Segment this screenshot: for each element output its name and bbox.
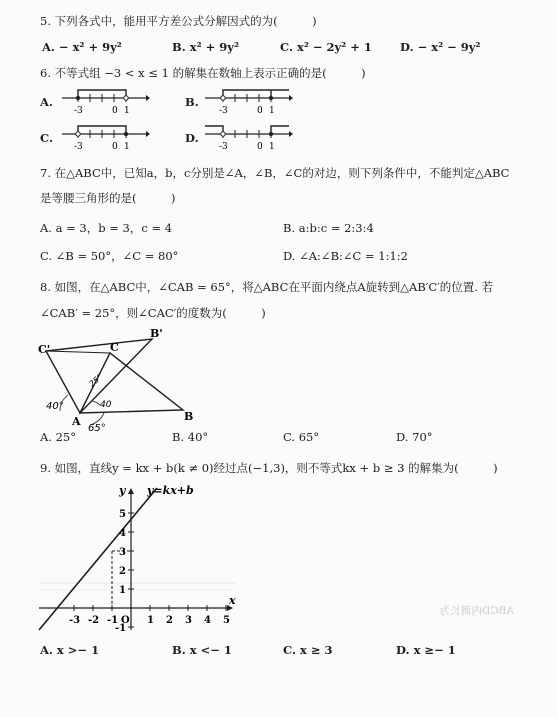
y-tick-4: 4 <box>119 528 126 539</box>
q6-c-tick-neg3: -3 <box>74 142 83 152</box>
q6-option-c-letter: C. <box>40 131 53 145</box>
q6-d-tick-0: 0 <box>257 142 263 152</box>
segment-c-prime-c <box>46 351 110 353</box>
x-tick-neg3: -3 <box>69 615 81 626</box>
x-tick-2: 2 <box>166 615 173 626</box>
q5-option-d: D. − x² − 9y² <box>400 40 481 54</box>
handwriting-65: 65° <box>88 423 106 434</box>
q9-stem: 9. 如图，直线y = kx + b(k ≠ 0)经过点(−1,3)，则不等式kx + b ≥ 3 的解集为( ) <box>40 461 498 475</box>
q7-stem-line1: 7. 在△ABC中，已知a，b，c分别是∠A，∠B，∠C的对边，则下列条件中，不能判定△ABC <box>40 166 510 180</box>
q6-d-tick-neg3: -3 <box>219 142 228 152</box>
q8-option-d: D. 70° <box>396 430 433 444</box>
origin-label: O <box>121 615 130 626</box>
q6-number-line-c <box>60 122 150 154</box>
handwriting-40-left: 40° <box>46 401 64 412</box>
line-label: y=kx+b <box>147 484 194 497</box>
y-tick-2: 2 <box>119 566 126 577</box>
y-tick-1: 1 <box>119 585 126 596</box>
label-c: C <box>110 341 119 354</box>
q9-option-c: C. x ≥ 3 <box>283 643 333 657</box>
y-axis-label: y <box>119 484 126 497</box>
q6-d-tick-1: 1 <box>269 142 275 152</box>
q8-option-c: C. 65° <box>283 430 320 444</box>
q6-c-tick-0: 0 <box>112 142 118 152</box>
x-axis-label: x <box>229 594 236 607</box>
y-tick-neg1: -1 <box>115 623 127 634</box>
q8-option-b: B. 40° <box>172 430 209 444</box>
q6-option-a-letter: A. <box>40 95 53 109</box>
q6-a-tick-1: 1 <box>124 106 130 116</box>
q7-option-c: C. ∠B = 50°，∠C = 80° <box>40 249 179 263</box>
q6-a-tick-neg3: -3 <box>74 106 83 116</box>
q7-option-d: D. ∠A:∠B:∠C = 1:1:2 <box>283 249 408 263</box>
q7-stem-line2: 是等腰三角形的是( ) <box>40 191 176 205</box>
q6-b-tick-neg3: -3 <box>219 106 228 116</box>
y-tick-5: 5 <box>119 509 126 520</box>
q6-number-line-b <box>203 86 293 118</box>
q7-option-b: B. a:b:c = 2:3:4 <box>283 221 374 235</box>
q7-option-a: A. a = 3，b = 3，c = 4 <box>40 221 173 235</box>
label-a: A <box>72 415 81 428</box>
q6-c-tick-1: 1 <box>124 142 130 152</box>
q8-option-a: A. 25° <box>40 430 76 444</box>
q6-number-line-a <box>60 86 150 118</box>
handwriting-40-mid: 40 <box>100 400 112 410</box>
q6-option-d-letter: D. <box>185 131 199 145</box>
handwriting-25: 25° <box>87 372 105 389</box>
q9-option-d: D. x ≥− 1 <box>396 643 456 657</box>
q9-line-graph <box>35 480 240 635</box>
q6-option-b-letter: B. <box>185 95 199 109</box>
label-c-prime: C' <box>38 343 51 356</box>
q6-stem: 6. 不等式组 −3 < x ≤ 1 的解集在数轴上表示正确的是( ) <box>40 66 366 80</box>
q5-option-b: B. x² + 9y² <box>172 40 239 54</box>
q5-option-c: C. x² − 2y² + 1 <box>280 40 372 54</box>
x-tick-4: 4 <box>204 615 211 626</box>
q9-option-b: B. x <− 1 <box>172 643 232 657</box>
label-b: B <box>184 410 194 423</box>
x-tick-neg2: -2 <box>88 615 100 626</box>
x-tick-1: 1 <box>147 615 154 626</box>
q6-number-line-d <box>203 122 293 154</box>
q6-b-tick-0: 0 <box>257 106 263 116</box>
q6-a-tick-0: 0 <box>112 106 118 116</box>
x-tick-3: 3 <box>185 615 192 626</box>
q5-option-a: A. − x² + 9y² <box>42 40 122 54</box>
q6-b-tick-1: 1 <box>269 106 275 116</box>
q8-stem-line1: 8. 如图，在△ABC中，∠CAB = 65°，将△ABC在平面内绕点A旋转到△AB′C′的位置. 若 <box>40 280 494 294</box>
x-tick-5: 5 <box>223 615 230 626</box>
y-tick-3: 3 <box>119 547 126 558</box>
line-y-kx-b <box>39 488 157 630</box>
q8-stem-line2: ∠CAB′ = 25°，则∠CAC′的度数为( ) <box>40 306 266 320</box>
q9-option-a: A. x >− 1 <box>40 643 100 657</box>
bleed-through-text: ABCD内调长为 <box>440 605 514 617</box>
q5-stem: 5. 下列各式中，能用平方差公式分解因式的为( ) <box>40 14 317 28</box>
label-b-prime: B' <box>150 327 163 340</box>
q8-rotation-figure <box>30 325 210 435</box>
x-tick-neg1: -1 <box>107 615 119 626</box>
